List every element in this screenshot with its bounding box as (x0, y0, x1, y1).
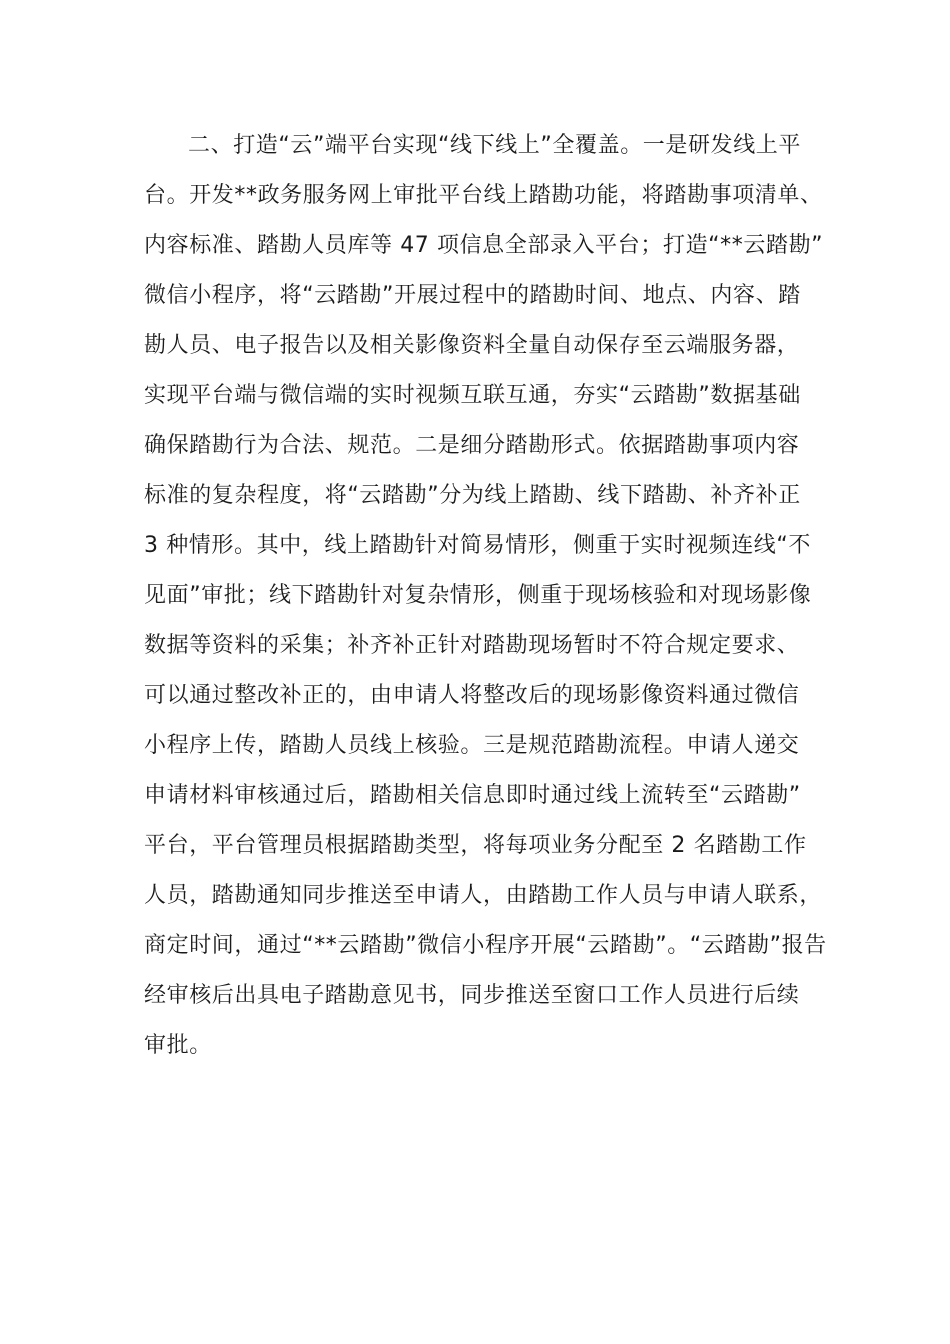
paragraph-line: 二、打造“云”端平台实现“线下线上”全覆盖。一是研发线上平 (188, 133, 801, 158)
paragraph-line: 数据等资料的采集；补齐补正针对踏勘现场暂时不符合规定要求、 (144, 633, 800, 658)
paragraph-line: 小程序上传，踏勘人员线上核验。三是规范踏勘流程。申请人递交 (144, 733, 800, 758)
paragraph-line: 审批。 (144, 1033, 212, 1058)
paragraph-line: 可以通过整改补正的，由申请人将整改后的现场影像资料通过微信 (144, 683, 800, 708)
paragraph-line: 勘人员、电子报告以及相关影像资料全量自动保存至云端服务器， (144, 333, 800, 358)
paragraph-line: 人员，踏勘通知同步推送至申请人，由踏勘工作人员与申请人联系， (144, 883, 823, 908)
paragraph-line: 申请材料审核通过后，踏勘相关信息即时通过线上流转至“云踏勘” (144, 783, 801, 808)
paragraph-line: 实现平台端与微信端的实时视频互联互通，夯实“云踏勘”数据基础 (144, 383, 801, 408)
paragraph-line: 经审核后出具电子踏勘意见书，同步推送至窗口工作人员进行后续 (144, 983, 800, 1008)
paragraph-line: 确保踏勘行为合法、规范。二是细分踏勘形式。依据踏勘事项内容 (144, 433, 800, 458)
paragraph-line: 内容标准、踏勘人员库等 47 项信息全部录入平台；打造“**云踏勘” (144, 233, 824, 258)
paragraph-line: 商定时间，通过“**云踏勘”微信小程序开展“云踏勘”。“云踏勘”报告 (144, 933, 827, 958)
paragraph-line: 台。开发**政务服务网上审批平台线上踏勘功能，将踏勘事项清单、 (144, 183, 823, 208)
paragraph-line: 平台，平台管理员根据踏勘类型，将每项业务分配至 2 名踏勘工作 (144, 833, 807, 858)
paragraph-line: 见面”审批；线下踏勘针对复杂情形，侧重于现场核验和对现场影像 (144, 583, 812, 608)
paragraph-line: 微信小程序，将“云踏勘”开展过程中的踏勘时间、地点、内容、踏 (144, 283, 801, 308)
paragraph-line: 3 种情形。其中，线上踏勘针对简易情形，侧重于实时视频连线“不 (144, 533, 811, 558)
paragraph-line: 标准的复杂程度，将“云踏勘”分为线上踏勘、线下踏勘、补齐补正 (144, 483, 801, 508)
